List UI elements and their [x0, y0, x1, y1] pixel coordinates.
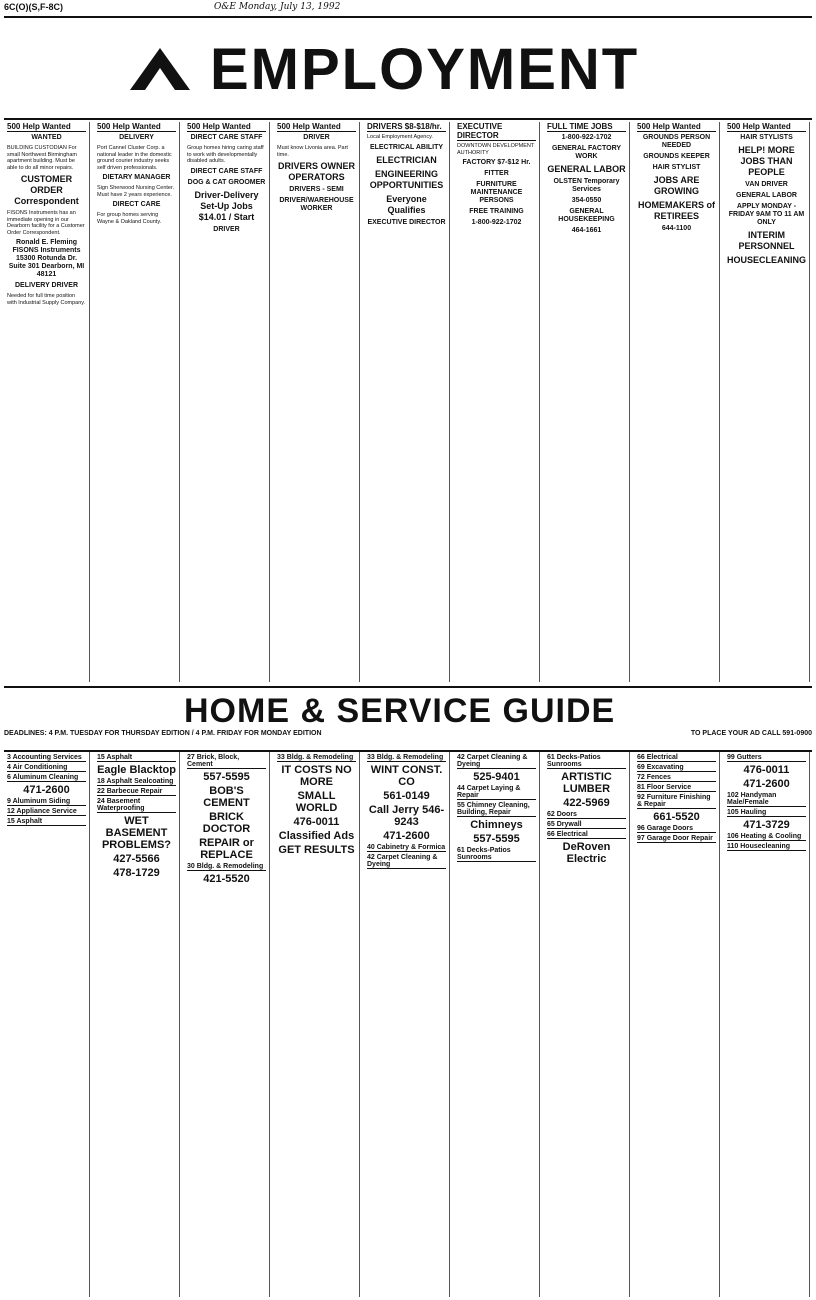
classified-ad	[727, 181, 806, 189]
ad-text: Group homes hiring caring staff to work with developmentally disabled adults.	[187, 145, 264, 164]
ad-text: DRIVERS OWNER OPERATORS	[277, 161, 355, 182]
classified-ad	[547, 164, 626, 175]
column-heading: 500 Help Wanted	[277, 122, 356, 132]
ad-text: APPLY MONDAY - FRIDAY 9AM TO 11 AM ONLY	[728, 203, 805, 226]
ad-text: DELIVERY	[119, 134, 154, 141]
employment-column	[634, 122, 720, 682]
service-category: 65 Drywall	[547, 821, 626, 829]
service-category: 4 Air Conditioning	[7, 764, 86, 772]
ad-text: DOWNTOWN DEVELOPMENT AUTHORITY	[457, 143, 535, 156]
hsg-column	[544, 752, 630, 1297]
classified-ad	[7, 293, 86, 306]
classified-ad	[7, 239, 86, 279]
classified-ad	[457, 143, 536, 156]
hsg-column	[184, 752, 270, 1297]
ad-text: Needed for full time position with Industrial Supply Company.	[7, 293, 86, 306]
classified-ad	[727, 145, 806, 178]
classified-ad	[97, 145, 176, 171]
column-heading: FULL TIME JOBS	[547, 122, 626, 132]
employment-column	[4, 122, 90, 682]
classified-ad	[97, 201, 176, 209]
ad-text: GENERAL LABOR	[547, 164, 626, 174]
service-category: 42 Carpet Cleaning & Dyeing	[457, 754, 536, 769]
employment-column	[364, 122, 450, 682]
ad-text: ELECTRICIAN	[376, 154, 437, 165]
service-listing: 476-0011	[293, 816, 340, 828]
column-heading: 500 Help Wanted	[7, 122, 86, 132]
service-category: 9 Aluminum Siding	[7, 798, 86, 806]
hsg-place-ad: TO PLACE YOUR AD CALL 591-0900	[690, 730, 812, 737]
classified-ad	[367, 169, 446, 191]
classified-ad	[187, 134, 266, 142]
section-code: 6C(O)(S,F-8C)	[4, 2, 63, 12]
classified-ad	[457, 219, 536, 227]
classified-ad	[367, 155, 446, 166]
ad-text: DELIVERY DRIVER	[14, 282, 78, 289]
ad-text: INTERIM PERSONNEL	[738, 230, 795, 251]
service-listing: DeRoven Electric	[562, 841, 611, 865]
ad-text: Must know Livonia area. Part time.	[277, 145, 348, 158]
ad-text: HAIR STYLIST	[652, 164, 701, 171]
service-listing: BOB'S CEMENT	[203, 785, 250, 809]
ad-text: BUILDING CUSTODIAN For small Northwest Birmingham apartment building. Must be able to do all minor repairs.	[7, 145, 77, 171]
service-category: 42 Carpet Cleaning & Dyeing	[367, 854, 446, 869]
ad-text: FURNITURE MAINTENANCE PERSONS	[470, 181, 523, 204]
ad-text: DIETARY MANAGER	[102, 174, 171, 181]
service-listing: SMALL WORLD	[295, 790, 338, 814]
ad-text: GENERAL FACTORY WORK	[551, 145, 622, 160]
service-listing: 471-2600	[743, 778, 790, 790]
column-heading: 500 Help Wanted	[637, 122, 716, 132]
service-listing: 478-1729	[113, 867, 160, 879]
ad-text: GROUNDS KEEPER	[643, 153, 710, 160]
employment-columns	[4, 122, 812, 682]
service-category: 24 Basement Waterproofing	[97, 798, 176, 813]
service-listing: 471-3729	[743, 819, 790, 831]
service-category: 30 Bldg. & Remodeling	[187, 863, 266, 871]
service-category: 18 Asphalt Sealcoating	[97, 778, 176, 786]
hsg-column	[634, 752, 720, 1297]
service-listing: 471-2600	[383, 830, 430, 842]
service-category: 97 Garage Door Repair	[637, 835, 716, 843]
ad-text: GROUNDS PERSON NEEDED	[642, 134, 711, 149]
page-header	[4, 2, 812, 16]
employment-column	[274, 122, 360, 682]
service-listing: 421-5520	[203, 873, 250, 885]
service-category: 105 Hauling	[727, 809, 806, 817]
classified-ad	[97, 185, 176, 198]
classified-ad	[187, 226, 266, 234]
service-category: 110 Housecleaning	[727, 843, 806, 851]
classified-ad	[637, 153, 716, 161]
classified-ad	[367, 144, 446, 152]
ad-text: 644-1100	[661, 225, 692, 232]
column-heading: DRIVERS $8-$18/hr.	[367, 122, 446, 132]
ad-text: GENERAL LABOR	[736, 192, 797, 199]
classified-ad	[187, 190, 266, 223]
service-listing: 476-0011	[743, 764, 790, 776]
service-category: 33 Bldg. & Remodeling	[277, 754, 356, 762]
service-category: 66 Electrical	[637, 754, 716, 762]
ad-text: DRIVER	[303, 134, 330, 141]
classified-ad	[727, 203, 806, 227]
service-listing: Call Jerry 546-9243	[368, 804, 445, 828]
classified-ad	[457, 208, 536, 216]
service-category: 102 Handyman Male/Female	[727, 792, 806, 807]
ad-text: JOBS ARE GROWING	[653, 175, 700, 196]
classified-ad	[547, 227, 626, 235]
classified-ad	[547, 208, 626, 224]
service-category: 15 Asphalt	[97, 754, 176, 762]
ad-text: DIRECT CARE	[112, 201, 161, 208]
hsg-column	[364, 752, 450, 1297]
home-service-guide-header	[4, 690, 812, 742]
service-listing: BRICK DOCTOR	[202, 811, 251, 835]
ad-text: DIRECT CARE STAFF	[190, 134, 263, 141]
service-category: 61 Decks-Patios Sunrooms	[457, 847, 536, 862]
service-category: 81 Floor Service	[637, 784, 716, 792]
column-heading: 500 Help Wanted	[97, 122, 176, 132]
classified-ad	[547, 145, 626, 161]
service-category: 40 Cabinetry & Formica	[367, 844, 446, 851]
service-category: 22 Barbecue Repair	[97, 788, 176, 796]
classified-ad	[457, 181, 536, 205]
classified-ad	[277, 186, 356, 194]
ad-text: FISONS Instruments has an immediate opening in our Dearborn facility for a Customer Order Correspondent.	[7, 210, 85, 236]
ad-text: Driver-Delivery Set-Up Jobs $14.01 / Start	[194, 189, 259, 222]
service-category: 55 Chimney Cleaning, Building, Repair	[457, 802, 536, 817]
service-category: 72 Fences	[637, 774, 716, 782]
employment-column	[184, 122, 270, 682]
classified-ad	[7, 282, 86, 290]
classified-ad	[367, 134, 446, 141]
ad-text: Sign Sherwood Nursing Center. Must have 2 years experience.	[97, 185, 175, 198]
ad-text: Local Employment Agency.	[367, 134, 433, 140]
classified-ad	[637, 225, 716, 233]
ad-text: HELP! MORE JOBS THAN PEOPLE	[738, 145, 795, 177]
classified-ad	[277, 145, 356, 158]
service-listing: 427-5566	[113, 853, 160, 865]
classified-ad	[277, 134, 356, 142]
classified-ad	[7, 145, 86, 171]
service-listing: 525-9401	[473, 771, 520, 783]
hsg-deadlines: DEADLINES: 4 P.M. TUESDAY FOR THURSDAY EDITION / 4 P.M. FRIDAY FOR MONDAY EDITION	[4, 730, 322, 737]
classified-ad	[457, 170, 536, 178]
column-heading: 500 Help Wanted	[187, 122, 266, 132]
service-listing: Chimneys	[470, 819, 523, 831]
ad-text: 464-1661	[571, 227, 602, 234]
hsg-column	[724, 752, 810, 1297]
hsg-column	[274, 752, 360, 1297]
ad-text: Port Cannel Cluster Corp. a national leader in the domestic ground courier industry seeks self driven professionals.	[97, 145, 172, 171]
employment-title: EMPLOYMENT	[210, 37, 640, 102]
service-listing: REPAIR or REPLACE	[199, 837, 254, 861]
classified-ad	[187, 168, 266, 176]
classified-ad	[727, 230, 806, 252]
service-listing: 557-5595	[203, 771, 250, 783]
column-heading: EXECUTIVE DIRECTOR	[457, 122, 536, 141]
service-listing: 661-5520	[653, 811, 700, 823]
ad-text: VAN DRIVER	[745, 181, 788, 188]
service-category: 69 Excavating	[637, 764, 716, 772]
service-category: 99 Gutters	[727, 754, 806, 762]
service-listing: IT COSTS NO MORE	[281, 764, 352, 788]
service-category: 15 Asphalt	[7, 818, 86, 826]
ad-text: CUSTOMER ORDER Correspondent	[14, 174, 79, 206]
ad-text: For group homes serving Wayne & Oakland County.	[97, 212, 162, 225]
ad-text: 354-0550	[571, 197, 602, 204]
classified-ad	[547, 134, 626, 142]
classified-ad	[457, 159, 536, 167]
ad-text: EXECUTIVE DIRECTOR	[367, 218, 446, 226]
hsg-column	[4, 752, 90, 1297]
header-rule	[4, 16, 812, 18]
ad-text: DRIVER/WAREHOUSE WORKER	[279, 197, 354, 212]
service-category: 3 Accounting Services	[7, 754, 86, 762]
service-category: 44 Carpet Laying & Repair	[457, 785, 536, 800]
classified-ad	[637, 164, 716, 172]
banner-rule	[4, 118, 812, 120]
classified-ad	[97, 212, 176, 225]
classified-ad	[367, 194, 446, 216]
classified-ad	[547, 178, 626, 194]
classified-ad	[7, 174, 86, 207]
ad-text: DRIVERS - SEMI	[289, 186, 344, 193]
hsg-title: HOME & SERVICE GUIDE	[184, 692, 616, 730]
ad-text: HOMEMAKERS of RETIREES	[638, 200, 715, 221]
service-listing: GET RESULTS	[278, 844, 355, 856]
publication-date: O&E Monday, July 13, 1992	[214, 2, 341, 12]
classified-ad	[637, 175, 716, 197]
service-category: 92 Furniture Finishing & Repair	[637, 794, 716, 809]
ad-text: 1-800-922-1702	[561, 134, 612, 141]
service-category: 62 Doors	[547, 811, 626, 819]
ad-text: FITTER	[484, 170, 509, 177]
classified-ad	[97, 134, 176, 142]
classified-ad	[727, 192, 806, 200]
classified-ad	[277, 161, 356, 183]
service-category: 96 Garage Doors	[637, 825, 716, 833]
classified-ad	[727, 134, 806, 142]
ad-text: DRIVER	[213, 225, 240, 233]
classified-ad	[187, 179, 266, 187]
service-category: 27 Brick, Block, Cement	[187, 754, 266, 769]
ad-text: GENERAL HOUSEKEEPING	[558, 208, 615, 223]
ad-text: 1-800-922-1702	[471, 219, 522, 226]
service-category: 6 Aluminum Cleaning	[7, 774, 86, 782]
service-listing: WINT CONST. CO	[370, 764, 443, 788]
ad-text: DIRECT CARE STAFF	[190, 167, 263, 175]
ad-text: Ronald E. Fleming FISONS Instruments 15300 Rotunda Dr. Suite 301 Dearborn, MI 48121	[8, 239, 85, 278]
classified-ad	[547, 197, 626, 205]
employment-column	[94, 122, 180, 682]
ad-text: FREE TRAINING	[469, 208, 524, 215]
hsg-deadlines-bar	[4, 730, 812, 737]
classified-ad	[97, 174, 176, 182]
classified-ad	[277, 197, 356, 213]
section-rule	[4, 686, 812, 688]
service-listing: 557-5595	[473, 833, 520, 845]
arrow-logo-icon	[120, 40, 200, 100]
service-listing: 422-5969	[563, 797, 610, 809]
service-listing: Eagle Blacktop	[97, 764, 176, 776]
employment-column	[454, 122, 540, 682]
employment-column	[544, 122, 630, 682]
service-listing: 471-2600	[23, 784, 70, 796]
ad-text: Everyone Qualifies	[386, 193, 427, 215]
ad-text: OLSTEN Temporary Services	[553, 178, 620, 193]
classified-ad	[637, 200, 716, 222]
classified-ad	[187, 145, 266, 165]
classified-ad	[7, 134, 86, 142]
employment-banner	[120, 37, 720, 102]
service-listing: Classified Ads	[278, 830, 355, 842]
ad-text: DOG & CAT GROOMER	[187, 178, 266, 186]
service-listing: 561-0149	[383, 790, 430, 802]
ad-text: WANTED	[31, 134, 62, 141]
service-category: 106 Heating & Cooling	[727, 833, 806, 841]
hsg-column	[454, 752, 540, 1297]
employment-column	[724, 122, 810, 682]
service-category: 33 Bldg. & Remodeling	[367, 754, 446, 762]
ad-text: ELECTRICAL ABILITY	[369, 143, 444, 151]
classified-ad	[7, 210, 86, 236]
classified-ad	[727, 255, 806, 266]
hsg-column	[94, 752, 180, 1297]
service-category: 61 Decks-Patios Sunrooms	[547, 754, 626, 769]
classified-ad	[637, 134, 716, 150]
service-category: 12 Appliance Service	[7, 808, 86, 816]
service-listing: ARTISTIC LUMBER	[561, 771, 612, 795]
ad-text: HAIR STYLISTS	[740, 134, 793, 141]
ad-text: HOUSECLEANING	[727, 255, 807, 265]
hsg-columns	[4, 752, 812, 1297]
service-listing: WET BASEMENT PROBLEMS?	[101, 815, 172, 851]
column-heading: 500 Help Wanted	[727, 122, 806, 132]
ad-text: ENGINEERING OPPORTUNITIES	[369, 168, 444, 190]
ad-text: FACTORY $7-$12 Hr.	[462, 159, 531, 166]
service-category: 66 Electrical	[547, 831, 626, 839]
classified-ad	[367, 219, 446, 227]
